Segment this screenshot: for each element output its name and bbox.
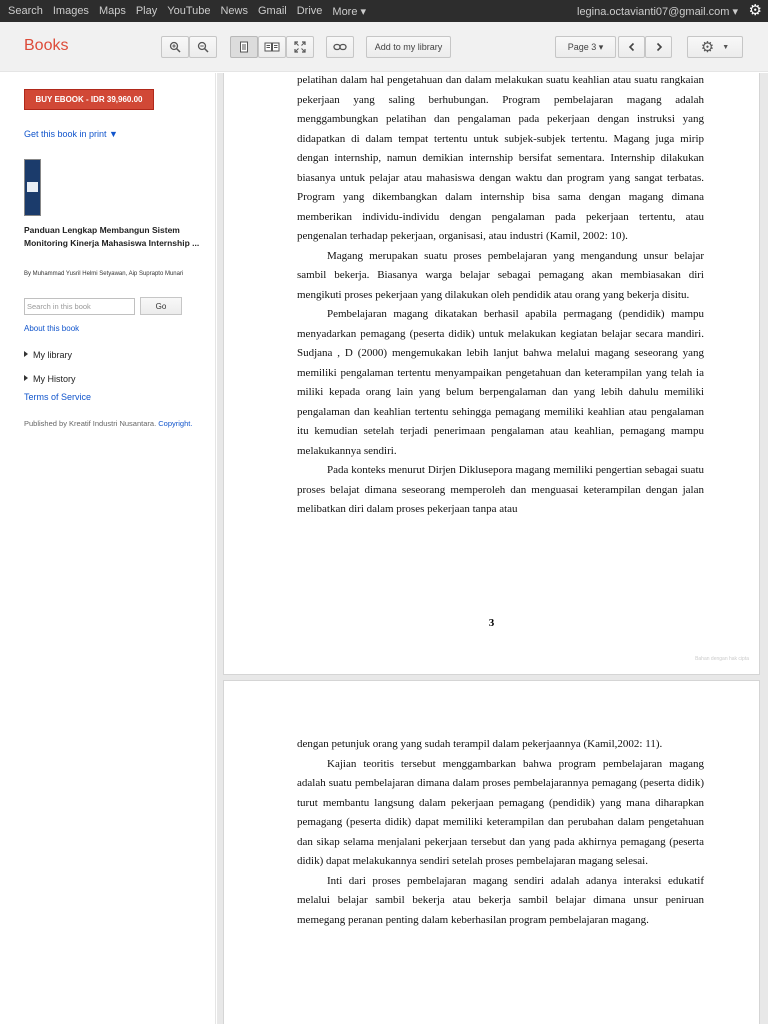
my-library-label: My library — [33, 350, 73, 360]
chevron-down-icon: ▼ — [722, 43, 730, 51]
copyright-watermark: Bahan dengan hak cipta — [695, 656, 749, 662]
book-sidebar — [0, 73, 216, 1024]
chevron-left-icon — [627, 42, 637, 52]
paragraph: Inti dari proses pembelajaran magang sendiri adalah adanya interaksi edukatif melalui belajar sambil bekerja atau bekerja sambil belajar dimana unsur peniruan memegang peranan penting dalam keberhasilan program pembelajaran magang. — [297, 874, 704, 926]
two-page-icon — [264, 41, 280, 53]
gbar-link-gmail[interactable]: Gmail — [258, 4, 287, 17]
gbar-link-play[interactable]: Play — [135, 4, 158, 17]
publisher-info — [24, 418, 204, 431]
get-book-in-print-link[interactable]: Get this book in print ▼ — [24, 129, 118, 139]
paragraph: Pada konteks menurut Dirjen Diklusepora magang memiliki pengertian sebagai suatu proses belajat dimana seseorang memperoleh dan menguasai keterampilan dengan jalan melibatkan diri dalam proses pekerjaan tanpa atau — [297, 464, 704, 515]
next-page-button[interactable] — [645, 36, 672, 58]
triangle-right-icon — [24, 375, 28, 381]
gbar-link-maps[interactable]: Maps — [98, 4, 126, 17]
single-page-icon — [238, 41, 250, 53]
chevron-right-icon — [654, 42, 664, 52]
page-number: 3 — [488, 617, 495, 629]
paragraph: Pembelajaran magang dikatakan berhasil apabila permagang (pendidik) mampu menyadarkan pemagang (peserta didik) untuk melakukan kegiatan belajar secara mandiri. Sudjana , D (2000) mengemukakan lebih lanjut bahwa melalui magang seseorang yang memiliki pengalaman tertentu menyampaikan pengetahuan dan keterampilan yang telah ia miliki kepada orang lain yang belum berpengalaman dan yang lebih dahulu memiliki pengalaman dan keahlian tertentu sehingga pemagang memiliki keahlian atau pengalaman itu kemudian setelah terjadi penerimaan pengalaman atau keahlian, pemagang mampu melakukannya sendiri. — [297, 308, 704, 457]
book-title: Panduan Lengkap Membangun Sistem Monitoring Kinerja Mahasiswa Internship ... — [24, 225, 200, 248]
add-to-library-button[interactable]: Add to my library — [366, 36, 451, 58]
book-cover-thumbnail[interactable] — [24, 159, 41, 216]
gear-icon[interactable]: ⚙ — [748, 2, 762, 19]
buy-ebook-button[interactable]: BUY EBOOK - IDR 39,960.00 — [24, 89, 154, 110]
book-author: By Muhammad Yusril Helmi Setyawan, Aip Suprapto Munari — [24, 271, 184, 277]
zoom-in-icon — [169, 41, 181, 53]
paragraph: dengan petunjuk orang yang sudah terampil dalam pekerjaannya (Kamil,2002: 11). — [297, 738, 663, 750]
link-icon — [333, 42, 347, 52]
about-this-book-link[interactable]: About this book — [24, 324, 80, 333]
copyright-link[interactable]: Copyright. — [158, 419, 193, 428]
paragraph: pelatihan dalam hal pengetahuan dan dalam melakukan suatu keahlian atau suatu rangkaian pekerjaan yang saling berhubungan. Program pembelajaran magang adalah menggambungkan pelatihan dan pengalaman pada pekerjaan dengan instruksi yang didapatkan di dalam tempat tertentu untuk subjek-subjek tertentu. Magang juga mirip dengan internship, namun demikian internship bersifat sementara. Internship dilakukan biasanya untuk pelajar atau mahasiswa dengan waktu dan program yang sangat terbatas. Program yang dikembangkan dalam internship bisa sama dengan magang dimana memberikan individu-individu dengan pengalaman pada pekerjaan tertentu, atau pengenalan terhadap pekerjaan, organisasi, atau industri (Kamil, 2002: 10). — [297, 74, 704, 242]
books-logo[interactable]: Books — [24, 37, 69, 54]
gbar-link-drive[interactable]: Drive — [296, 4, 323, 17]
gbar-link-more[interactable]: More ▾ — [332, 5, 367, 18]
terms-of-service-link[interactable]: Terms of Service — [24, 392, 92, 402]
two-page-view-button[interactable] — [258, 36, 286, 58]
page-select[interactable]: Page 3 ▾ — [555, 36, 616, 58]
zoom-in-button[interactable] — [161, 36, 189, 58]
google-bar-links — [0, 5, 376, 18]
gear-icon: ⚙ — [700, 39, 715, 56]
books-header — [0, 22, 768, 72]
zoom-out-button[interactable] — [189, 36, 217, 58]
fullscreen-icon — [294, 41, 306, 53]
my-history-label: My History — [33, 374, 76, 384]
book-page-3 — [223, 73, 760, 675]
fullscreen-button[interactable] — [286, 36, 314, 58]
previous-page-button[interactable] — [618, 36, 645, 58]
book-page-4 — [223, 680, 760, 1024]
paragraph: Kajian teoritis tersebut menggambarkan bahwa program pembelajaran magang adalah suatu pembelajaran dimana dalam proses pembelajarannya pemagang (peserta didik) turut membantu langsung dalam pekerjaan pemagang (pendidik) yang mana diharapkan pemagang (peserta didik) dapat memiliki keterampilan dan perubahan dalam pengetahuan dan sikap selama menjalani pekerjaan tersebut dan yang pada akhirnya pemagang (peserta didik) dapat melakukannya sendiri setelah proses pembelajaran magang selesai. — [297, 757, 704, 867]
my-library-toggle[interactable] — [24, 350, 72, 360]
publisher-text: Published by Kreatif Industri Nusantara. — [24, 419, 157, 428]
account-menu[interactable]: legina.octavianti07@gmail.com ▾ — [577, 6, 738, 18]
single-page-view-button[interactable] — [230, 36, 258, 58]
triangle-right-icon — [24, 351, 28, 357]
zoom-out-icon — [197, 41, 209, 53]
my-history-toggle[interactable] — [24, 374, 76, 384]
page-4-text — [297, 735, 704, 930]
gbar-link-youtube[interactable]: YouTube — [167, 4, 211, 17]
gbar-link-images[interactable]: Images — [52, 4, 89, 17]
google-bar — [0, 0, 768, 22]
gbar-link-news[interactable]: News — [220, 4, 248, 17]
settings-menu-button[interactable] — [687, 36, 743, 58]
go-button[interactable]: Go — [140, 297, 182, 315]
gbar-link-search[interactable]: Search — [8, 4, 43, 17]
link-button[interactable] — [326, 36, 354, 58]
book-viewer[interactable] — [217, 73, 768, 1024]
paragraph: Magang merupakan suatu proses pembelajaran yang mengandung unsur belajar sambil bekerja. Biasanya warga belajar sebagai pemagang akan membiasakan diri mengikuti proses pekerjaan yang dilakukan oleh pendidik atau orang yang bekerja disitu. — [297, 249, 704, 301]
page-3-text — [297, 73, 704, 520]
search-in-book-input[interactable]: Search in this book — [24, 298, 135, 315]
